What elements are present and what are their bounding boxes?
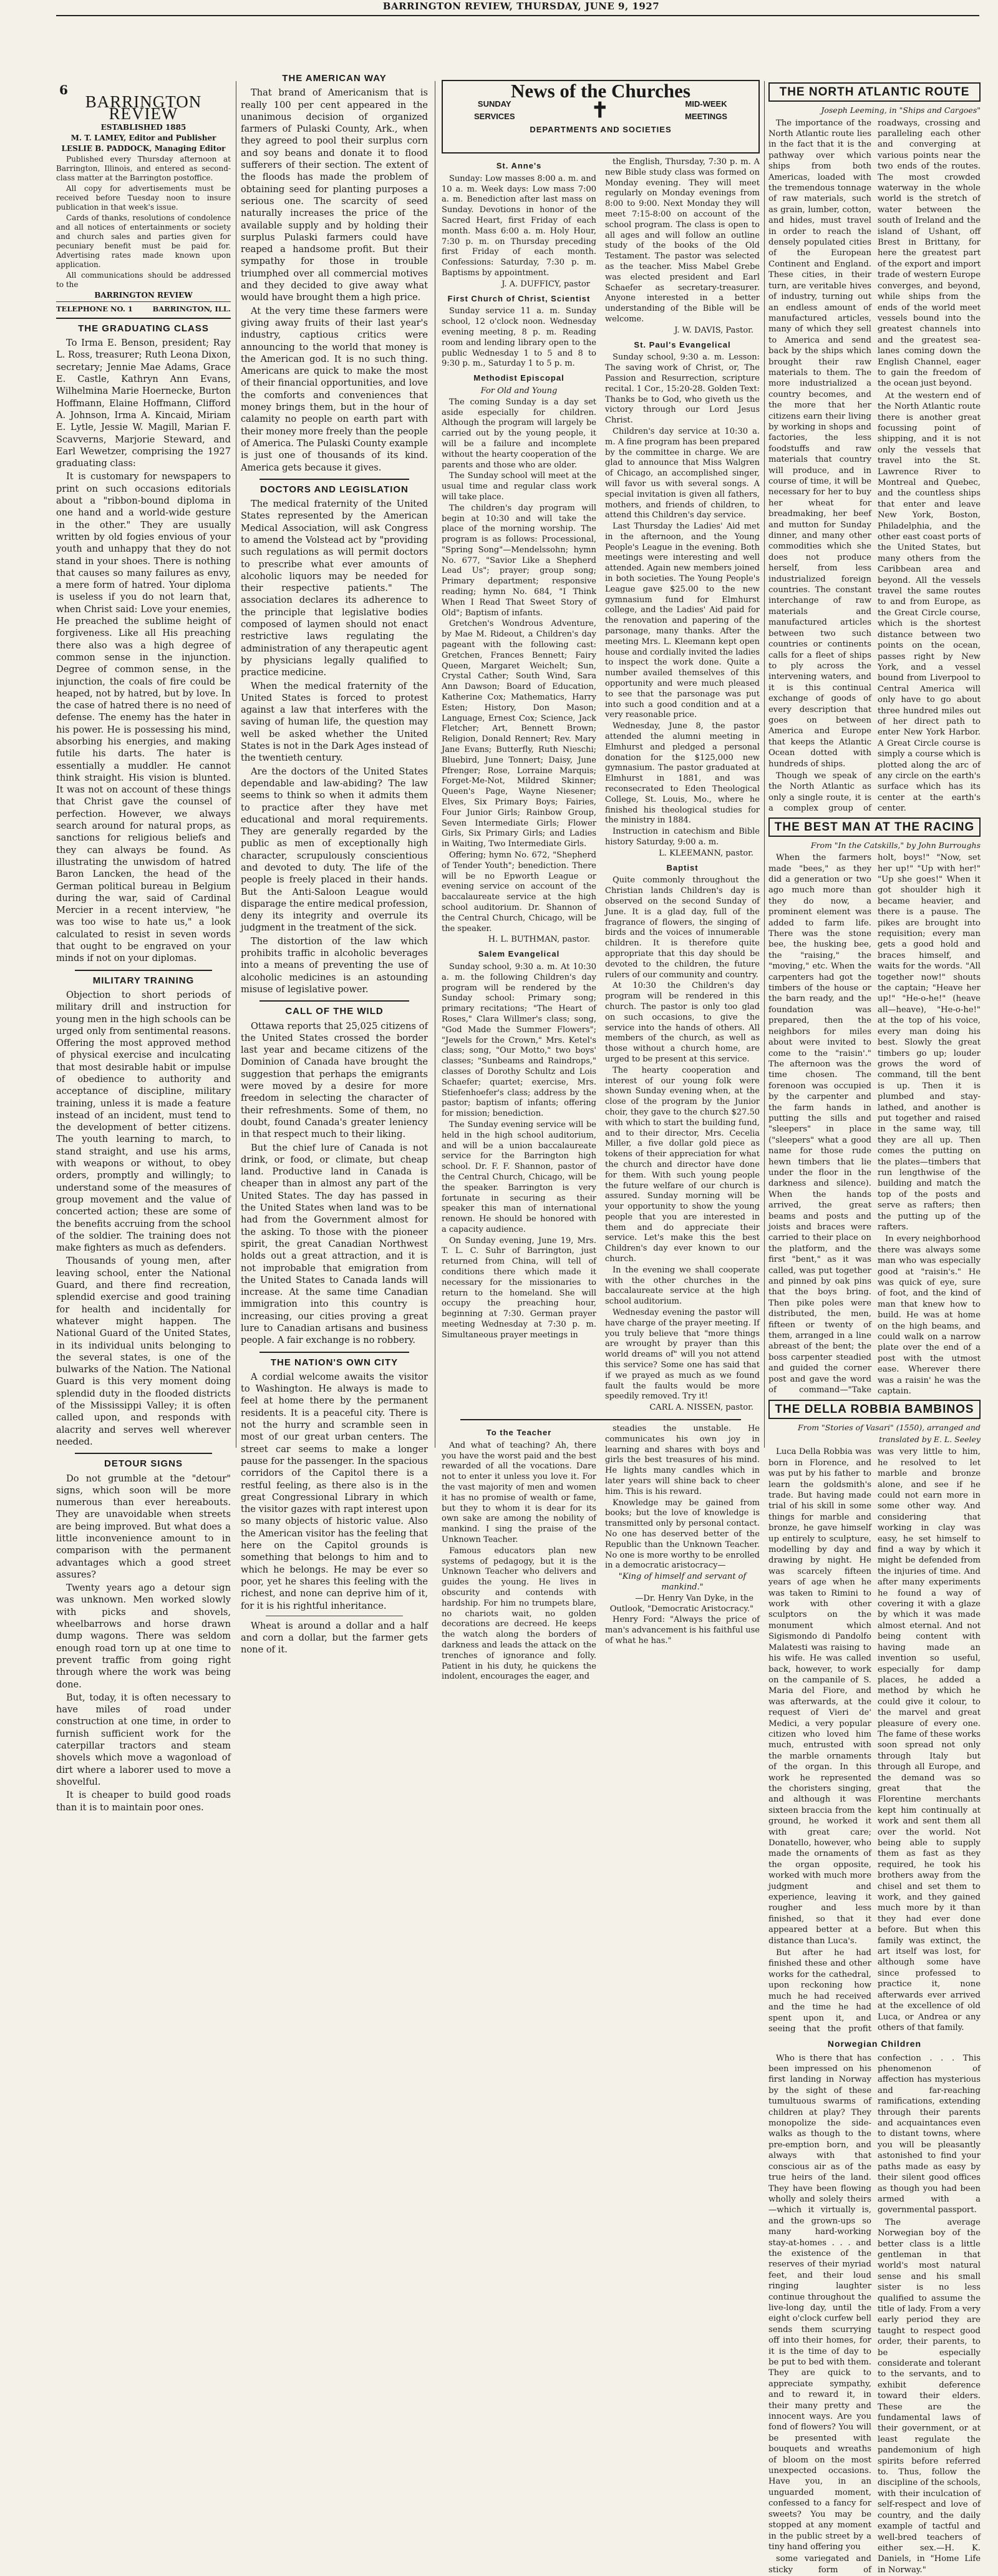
signature: L. KLEEMANN, pastor. [659, 848, 753, 858]
paragraph: Sunday school, 9:30 a. m. Lesson: The saving work of Christ, or, The Passion and Resurrection, scripture recital. 1 Cor., 15:20-28. Golden Text: Thanks be to God, who giveth us the victory through our Lord Jesus Christ. [605, 353, 760, 426]
paragraph: Who is there that has been impressed on his first landing in Norway by the sight of these tumultuous swarms of children at play? They monopolize the side-walks as though to the pre-emption born, and always with that conscious air as of the true heirs of the land. They have been flowing wholly and solely theirs—which it virtually is, and the grown-ups so many hard-working stay-at-homes . . . and the existence of the reserves of their myriad feet, and their loud ringing laughter continue throughout the live-long day, until the eight o'clock curfew bell sends them scurrying off into their homes, for it is the time of day to be put to bed with them. They are quick to appreciate sympathy, and to reward it, in their many pretty and innocent ways. Are you fond of flowers? You will be presented with bouquets and wreaths of bloom on the most unexpected occasions. Have you, in an unguarded moment, confessed to a fancy for sweets? You may be stopped at any moment in the public street by a tiny hand offering you [768, 2053, 871, 2552]
telephone: TELEPHONE NO. 1 [56, 304, 133, 313]
column-features [768, 80, 981, 2575]
paragraph: The hearty cooperation and interest of our young folk were shown Sunday evening when, at the close of the program by the Junior choir, they gave to the church $27.50 with which to start the building fund, and to their director, Mrs. Cecelia Miller, a five dollar gold piece as tokens of their appreciation for what the church and director have done for them. With such young people the future welfare of our church is assured. Sunday morning will be your opportunity to show the young people that you are interested in them and do appreciate their service. Let's make this the best Children's day ever known to our church. [605, 1065, 760, 1264]
paragraph: A cordial welcome awaits the visitor to Washington. He always is made to feel at home there by the permanent residents. It is a peaceful city. There is not the hurry and scramble seen in most of our great urban centers. The street car seems to make a longer pause for the passenger. In the spacious corridors of the Capitol there is a restful feeling, as there also is in the great Congressional Library in which the visitor gazes with rapt interest upon so many objects of historic value. Also the American visitor has the feeling that here on the Capitol grounds is something that belongs to him and to which he belongs. He may be ever so poor, yet he shares this feeling with the richest, and none can deprive him of it, for it is his rightful inheritance. [241, 1371, 428, 1611]
section-rule [75, 1453, 212, 1454]
signature: J. W. DAVIS, Pastor. [674, 325, 753, 335]
della-robbia-body [768, 1447, 981, 2034]
teacher-column-left [442, 1424, 596, 1683]
paper-name: BARRINGTON REVIEW [85, 92, 202, 124]
signature: H. L. BUTHMAN, pastor. [488, 935, 590, 945]
paragraph: Last Thursday the Ladies' Aid met in the afternoon, and the Young People's League in the evening. Both meetings were interesting and well attended. Again new members joined in both societies. The Young People's League gave $25.00 to the new gymnasium fund for Elmhurst college, and the Ladies' Aid paid for the renovation and papering of the parsonage, many thanks. After the meeting Mrs. L. Kleemann kept open house and cordially invited the ladies to inspect the work done. Quite a number availed themselves of this opportunity and were much pleased to see that the parsonage was put into such a good condition and at a very reasonable price. [605, 522, 760, 720]
communications-notice: All communications should be addressed to the [56, 270, 231, 289]
paragraph: Luca Della Robbia was born in Florence, and was put by his father to learn the goldsmith's trade. But having made trial of his skill in some things for marble and bronze, he gave himself up entirely to sculpture, modelling by day and drawing by night. He was scarcely fifteen years of age when he was taken to Rimini to work with other sculptors on the monument which Sigismondo di Pandolfo Malatesti was raising to his wife. He was called back, however, to work on the campanile of S. Maria del Fiore, and was afterwards, at the request of Vieri de' Medici, a very popular citizen who loved him much, entrusted with the marble ornaments of the organ. In this work he represented the choristers singing, and although it was sixteen braccia from the ground, he worked it with great care; Donatello, however, who made the ornaments of the organ opposite, worked with much more judgment and experience, leaving it rougher and less finished, so that it appeared better at a distance than Luca's. [768, 1447, 871, 1946]
nations-city-heading: THE NATION'S OWN CITY [270, 1357, 399, 1368]
norwegian-children-body [768, 2053, 981, 2576]
paragraph: The coming Sunday is a day set aside especially for children. Although the program will largely be carried out by the young people, it will be a failure and incomplete without the hearty cooperation of the parents and those who are older. [442, 397, 596, 470]
section-rule [75, 970, 212, 971]
paragraph: Sunday school, 9:30 a. m. At 10:30 a. m. the following Children's day program will be rendered by the Sunday school: Primary song; primary recitations; "The Heart of Roses," Clara Willmer's class; song, "God Made the Summer Flowers"; "Jewels for the Crown," Mrs. Ketel's class; song, "Our Motto," two boys' classes; "Sunbeams and Raindrops," classes of Dorothy Schultz and Lois Schaefer; quartet; exercise, Mrs. Stiefenhoefer's class; address by the pastor; baptism of infants; offering for mission; benediction. [442, 962, 596, 1119]
paragraph: Though we speak of the North Atlantic as only a single route, it is a complex group of roadways, crossing and paralleling each other and converging at various points near the two ends of the routes. The most crowded waterway in the whole world is the stretch of water between the south of Ireland and the island of Ushant, off Brest in Brittany, for here the greatest part of the export and import trade of western Europe converges, and beyond, while ships from the ends of the world meet vessels bound into the greatest channels into and the greatest sea-lanes coming down the English Channel, eager to gain the freedom of the ocean just beyond. [768, 118, 981, 814]
paragraph: Offering; hymn No. 672, "Shepherd of Tender Youth"; benediction. There will be no Epworth League or evening service on account of the baccalaureate service at the high school auditorium. Dr. Shannon of the Central Church, Chicago, will be the speaker. [442, 851, 596, 934]
meetings-label: MEETINGS [685, 111, 727, 121]
paragraph: To Irma E. Benson, president; Ray L. Ross, treasurer; Ruth Leona Dixon, secretary; Jennie Mae Adams, Grace E. Castle, Kathryn Ann Evans, Wilhelmina Marie Hoernecke, Burton Hoffmann, Elaine Hoffmann, Clifford A. Johnson, Irma A. Kincaid, Miriam E. Lytle, Jessie W. Magill, Marian F. Scavverns, Marjorie Steward, and Earl Wewetzer, comprising the 1927 graduating class: [56, 338, 231, 469]
telephone-row [56, 301, 231, 315]
paragraph: Sunday: Low masses 8:00 a. m. and 10 a. m. Week days: Low mass 7:00 a. m. Benediction after last mass on Sunday. Devotions in honor of the Sacred Heart, first Friday of each month. Mass 6:00 a. m. Holy Hour, 7:30 p. m. on Thursday preceding first Friday of each month. Confessions: Saturday, 7:30 p. m. Baptisms by appointment. [442, 173, 596, 278]
paragraph: Are the doctors of the United States dependable and law-abiding? The law seems to think so when it admits them to practice after they have met educational and moral requirements. They are generally regarded by the public as men of exceptionally high character, scrupulously conscientious and devoted to duty. The life of the people is freely placed in their hands. But the Anti-Saloon League would disparage the entire medical profession, deny its integrity and overrule its judgment in the treatment of the sick. [241, 766, 428, 934]
paragraph: At the western end of the North Atlantic route there is another great focussing point of shipping, and it is not only the vessels that travel into the St. Lawrence River to Montreal and Quebec, and the countless ships that enter and leave New York, Boston, Philadelphia, and the other east coast ports of the United States, but many others from the Caribbean area and beyond. All the vessels travel the same routes to and from Europe, as the Great Circle course, which is the shortest distance between two points on the ocean, passes right by New York, and a vessel bound from Liverpool to Central America will only have to go about three hundred miles out of her direct path to enter New York Harbor. A Great Circle course is simply a course which is plotted along the arc of any circle on the earth's surface which has its center at the earth's center. [878, 391, 981, 814]
services-label: SERVICES [474, 111, 515, 121]
to-the-teacher-heading: To the Teacher [486, 1428, 552, 1438]
cards-notice: Cards of thanks, resolutions of condolence and all notices of entertainments or society and church sales and parties given for pecuniary benefit must be paid for. Advertising rates made known upon application. [56, 213, 231, 269]
departments-label: DEPARTMENTS AND SOCIETIES [530, 124, 672, 134]
paragraph: Children's day service at 10:30 a. m. A fine program has been prepared by the committee in charge. We are glad to announce that Miss Walgren of Chicago, an accomplished singer, will favor us with several songs. A special invitation is given all fathers, mothers, and friends of children, to attend this Children's day service. [605, 426, 760, 520]
paragraph: Instruction in catechism and Bible history Saturday, 9:00 a. m. [605, 827, 760, 847]
section-rule [259, 479, 409, 480]
paragraph: Wednesday evening the pastor will have charge of the prayer meeting. If you truly believe that "more things are wrought by prayer than this world dreams of" will you not attend this service? Some one has said that if we prayed as much as we found fault the faults would be more speedily removed. Try it! [605, 1308, 760, 1402]
paragraph: The Sunday evening service will be held in the high school auditorium, and will be a union baccalaureate service for the Barrington high school. Dr. F. F. Shannon, pastor of the Central Church, Chicago, will be the speaker. Barrington is very fortunate in securing as their speaker this man of international renown. He should be honored with a capacity audience. [442, 1120, 596, 1234]
paragraph: Famous educators plan new systems of pedagogy, but it is the Unknown Teacher who delivers and guides the young. He lives in obscurity and contends with hardship. For him no trumpets blare, no chariots wait, no golden decorations are decreed. He keeps the watch along the borders of darkness and leads the attack on the trenches of ignorance and folly. Patient in his duty, he quickens the indolent, encourages the eager, and [442, 1546, 596, 1682]
paragraph: At 10:30 the Children's day program will be rendered in this church. The pastor is only too glad on such occasions, to give the service into the hands of others. All members of the church, as well as those without a church home, are urged to be present at this service. [605, 981, 760, 1064]
della-robbia-heading: THE DELLA ROBBIA BAMBINOS [768, 1400, 981, 1419]
column-churches [442, 80, 760, 1682]
communications-name: BARRINGTON REVIEW [94, 290, 193, 300]
section-rule [259, 1000, 409, 1002]
paragraph: On Sunday evening, June 19, Mrs. T. L. C. Suhr of Barrington, just returned from China, will tell of conditions there which made it necessary for the missionaries to return to the homeland. She will occupy the preaching hour, beginning at 7:30. German prayer meeting Wednesday at 7:30 p. m. Simultaneous prayer meetings in [442, 1236, 596, 1340]
salem-heading: Salem Evangelical [478, 949, 560, 959]
north-atlantic-heading: THE NORTH ATLANTIC ROUTE [768, 82, 981, 102]
church-column-right [605, 157, 760, 1414]
column-rule [764, 81, 765, 1448]
paragraph: Objection to short periods of military drill and instruction for young men in the high schools can be urged only from sentimental reasons. Offering the most approved method of physical exercise and inculcating that most desirable habit or impulse of obedience to authority and acceptance of discipline, military training, unless it is made a feature instead of an incident, must tend to the development of better citizens. The youth learning to march, to stand straight, and use his arms, with weapons or without, to obey orders, promptly and willingly; to understand some of the measures of group movement and the value of concerted action; these are some of the benefits accruing from the school of the soldier. The training does not make fighters as much as defenders. [56, 989, 231, 1254]
norwegian-children-heading: Norwegian Children [827, 2039, 922, 2049]
section-rule [259, 1352, 409, 1353]
christ-scientist-heading: First Church of Christ, Scientist [447, 293, 591, 303]
page-number-corner: 6 [59, 82, 68, 97]
source-line: From "Stories of Vasari" (1550), arranged and translated by E. L. Seeley [798, 1422, 981, 1445]
editor: M. T. LAMEY, Editor and Publisher [70, 133, 216, 142]
baptist-heading: Baptist [666, 862, 699, 872]
teacher-article [442, 1424, 760, 1683]
paragraph: Wednesday, June 8, the pastor attended the alumni meeting in Elmhurst and pledged a personal donation for the $125,000 new gymnasium. The pastor graduated at Elmhurst in 1881, and was reconsecrated to Eden Theological College, St. Louis, Mo., where he finished his theological studies for the ministry in 1884. [605, 721, 760, 826]
church-column-left [442, 157, 596, 1414]
north-atlantic-body [768, 118, 981, 815]
paragraph: But, today, it is often necessary to have miles of road under construction at one time, in order to furnish sufficient work for the caterpillar tractors and steam shovels which move a wagonload of dirt where a laborer used to move a shovelful. [56, 1692, 231, 1787]
paragraph: Gretchen's Wondrous Adventure, by Mae M. Rideout, a Children's day pageant with the following cast: Gretchen, Frances Bennett; Fairy Queen, Margaret Weichelt; Sun, Crystal Cather; South Wind, Sara Ann Dawson; Board of Education, Katherine Cox; Mathematics, Harry Esten; History, Don Mason; Language, Ernest Cox; Science, Jack Fletcher; Art, Bennett Brown; Religion, Donald Rennert; Rev. Mary Jane Evans; Butterfly, Ruth Nieschi; Bluebird, June Tonnert; Daisy, June Pfrenger; Rose, Lorraine Marquis; Forget-Me-Not, Mildred Skinner; Queen's Page, Wayne Niesener; Elves, Six Primary Boys; Fairies, Four Junior Girls; Rainbow Group, Seven Intermediate Girls; Flower Girls, Six Primary Girls; and Ladies in Waiting, Two Intermediate Girls. [442, 619, 596, 849]
page-header [56, 0, 979, 12]
copy-notice: All copy for advertisements must be received before Tuesday noon to insure publication in that week's issue. [56, 183, 231, 212]
paragraph: Wheat is around a dollar and a half and corn a dollar, but the farmer gets none of it. [241, 1620, 428, 1656]
paragraph: In the evening we shall cooperate with the other churches in the baccalaureate service at the high school auditorium. [605, 1265, 760, 1307]
paragraph: Knowledge may be gained from books; but the love of knowledge is transmitted only by personal contact. No one has deserved better of the Republic than the Unknown Teacher. No one is more worthy to be enrolled in a democratic aristocracy— [605, 1498, 760, 1571]
paragraph: Quite commonly throughout the Christian lands Children's day is observed on the second Sunday of June. It is a glad day, full of the fragrance of flowers, the singing of birds and the voices of innumerable children. It is therefore quite appropriate that this day should be devoted to the children, the future rulers of our community and country. [605, 876, 760, 980]
american-way-heading: THE AMERICAN WAY [282, 73, 387, 84]
managing-editor: LESLIE B. PADDOCK, Managing Editor [61, 144, 226, 153]
paragraph: In every neighborhood there was always some man who was especially good at "raisin's." He was quick of eye, sure of foot, and the kind of man that knew how to build. He was at home on the high beams, and could walk on a narrow plate over the end of a post with the utmost ease. Wherever there was a raisin' he was the captain. [878, 1234, 981, 1397]
teacher-column-right [605, 1424, 760, 1683]
paragraph: The distortion of the law which prohibits traffic in alcoholic beverages into a means of preventing the use of alcoholic medicines is an astounding misuse of legislative power. [241, 935, 428, 995]
paragraph: Do not grumble at the "detour" signs, which soon will be more numerous than ever hereabouts. They are unavoidable when streets are being improved. But what does a little inconvenience amount to in comparison with the permanent advantages which a good street assures? [56, 1473, 231, 1580]
paragraph: That brand of Americanism that is really 100 per cent appeared in the unanimous decision of organized farmers of Pulaski County, Ark., when they agreed to pool their surplus corn and soy beans and donate it to flood sufferers of their section. The extent of the floods has made the problem of obtaining seed for planting purposes a serious one. The scarcity of seed naturally increases the price of the available supply and by holding their surplus Pulaski farmers could have reaped a handsome profit. But their sympathy for those in trouble triumphed over all commercial motives and they decided to give away what would have brought them a high price. [241, 87, 428, 303]
paragraph: It is cheaper to build good roads than it is to maintain poor ones. [56, 1790, 231, 1813]
methodist-subheading: For Old and Young [480, 386, 558, 396]
churches-subrow [474, 98, 727, 122]
st-annes-heading: St. Anne's [496, 161, 542, 170]
best-man-body [768, 852, 981, 1397]
established: ESTABLISHED 1885 [100, 122, 187, 132]
paragraph: The importance of the North Atlantic route lies in the fact that it is the pathway over which ships from both Americas, loaded with the tremendous tonnage of raw materials, such as grain, lumber, cotton, and hides, must travel in order to reach the densely populated cities of the European Continent and England. These cities, in their turn, are veritable hives of industry, turning out an endless amount of manufactured articles, many of which they sell to America and send back by the ships which brought their raw materials to them. The more industrialized a country becomes, and the more that her citizens earn their living by working in shops and factories, the less foodstuffs and raw materials that country will produce, and in course of time, it will be necessary for her to buy her wheat for breadmaking, her beef and mutton for Sunday dinner, and many other commodities which she does not produce herself, from less industrialized foreign countries. The constant interchange of raw materials and manufactured articles between two such countries or continents calls for a fleet of ships to ply across the intervening waters, and it is this continual exchange of goods of every description that goes on between America and Europe that keeps the Atlantic Ocean dotted with hundreds of ships. [768, 118, 871, 769]
military-training-heading: MILITARY TRAINING [92, 975, 195, 986]
paragraph: Ottawa reports that 25,025 citizens of the United States crossed the border last year and became citizens of the Dominion of Canada have brought the suggestion that perhaps the emigrants were moved by a desire for more freedom in selecting the character of their refreshments. Some of them, no doubt, found Canada's greater leniency in that respect much to their liking. [241, 1020, 428, 1140]
paragraph: The Sunday school will meet at the usual time and regular class work will take place. [442, 471, 596, 502]
call-of-the-wild-heading: CALL OF THE WILD [285, 1006, 384, 1017]
signature: J. A. DUFFICY, pastor [501, 279, 590, 289]
publication-notice: Published every Thursday afternoon at Barrington, Illinois, and entered as second-class matter at the Barrington postoffice. [56, 154, 231, 182]
doctors-heading: DOCTORS AND LEGISLATION [260, 484, 409, 495]
paragraph: Twenty years ago a detour sign was unknown. Men worked slowly with picks and shovels, wheelbarrows and horse drawn dump wagons. There was seldom enough road torn up at one time to prevent traffic from going right through where the work was being done. [56, 1583, 231, 1690]
column-opinion [241, 69, 428, 1656]
signature: CARL A. NISSEN, pastor. [649, 1403, 753, 1413]
best-man-heading: THE BEST MAN AT THE RACING [768, 817, 981, 837]
churches-banner [442, 80, 760, 154]
paragraph: When the medical fraternity of the United States is forced to protest against a law that interferes with the saving of human life, the question may well be asked whether the United States is not in the Dark Ages instead of the twentieth century. [241, 680, 428, 764]
quote: "King of himself and servant of mankind." [618, 1572, 747, 1592]
st-pauls-heading: St. Paul's Evangelical [634, 339, 731, 349]
paragraph: When the farmers made "bees," as they did a generation or two ago much more than they do now, a prominent element was added to farm life. There was the stone bee, the husking bee, the "raising," the "moving," etc. When the carpenters had got the timbers of the house or the barn ready, and the foundation was prepared, then the neighbors for miles about were invited to come to the "raisin'." The afternoon was the time chosen. The forenoon was occupied by the carpenter and the farm hands in putting the sills and "sleepers" in place ("sleepers" what a good name for those rude hewn timbers that lie under the floor in the darkness and silence). When the hands arrived, the great beams and posts and joists and braces were carried to their place on the platform, and the first "bent," as it was called, was put together and pinned by oak pins that the boys bring. Then pike poles were distributed, the men, fifteen or twenty of them, arranged in a line abreast of the bent; the boss carpenter steadied and guided the corner post and gave the word of command—"Take holt, boys!" "Now, set her up!" "Up with her!" "Up she goes!" When it got shoulder high it became heavier, and there is a pause. The pikes are brought into requisition; every man gets a good hold and braces himself, and waits for the words. "All together now!" shouts the captain; "Heave her up!" "He-o-he!" (heave all—heave), "He-o-he!" at the top of his voice, every man doing his best. Slowly the great timbers go up; louder grows the word of command, till the bent is up. Then it is plumbed and stay-lathed, and another is put together and raised in the same way, till they are all up. Then comes the putting on the plates—timbers that run lengthwise of the building and match the top of the posts and serve as rafters; then the putting up of the rafters. [768, 853, 981, 1395]
masthead-box [56, 92, 231, 319]
paragraph: But the chief lure of Canada is not drink, or food, or climate, but cheap land. Productive land in Canada is cheaper than in almost any part of the United States. The day has passed in the United States when land was to be had from the Government almost for the asking. To those with the pioneer spirit, the great Canadian Northwest holds out a great attraction, and it is not improbable that emigration from the United States to Canada lands will increase. At the same time Canadian immigration into this country is increasing, our cities proving a great lure to Canadian artisans and business people. A fair exchange is no robbery. [241, 1142, 428, 1346]
midweek-label: MID-WEEK [685, 99, 727, 109]
paragraph: It is customary for newspapers to print on such occasions editorials about a "ribbon-bound diploma in one hand and a world-wide gesture in the other." They are usually written by old fogies envious of your youth and unhappy that they do not stand in your shoes. There is nothing that causes so many failures as envy, a mere form of hatred. Your diploma is useless if you do not learn that, when Christ said: Love your enemies, He preached the sublime height of forgiveness. Like all His preaching there also was a high degree of common sense in the injunction. Degree of common sense, in the injunction, the coals of fire could be heaped, not by hatred, but by love. In the case of hatred there is no need of defense. The enemy has the hater in his power. He is possessing his mind, absorbing his energies, and making futile his darts. The hater is essentially a muddler. He cannot think straight. His vision is blunted. It was not on account of these things that Christ gave the counsel of perfection. However, we always search around for natural props, as sanctions for religious beliefs and they can always be found. As illustrating the unwisdom of hatred Baron Lancken, the head of the German political bureau in Belgium during the war, said of Cardinal Mercier in a recent interview, "he was too wise to hate us," a look calculated to resist in seven words that ought to be engraved on your minds if not on your diplomas. [56, 471, 231, 964]
sunday-label: SUNDAY [477, 99, 511, 109]
paragraph: The average Norwegian boy of the better class is a little gentleman in that world's most natural sense and his small sister is no less qualified to assume the title of lady. From a very early period they are taught to respect good order, their parents, to be especially considerate and tolerant to the servants, and to exhibit deference toward their elders. These are the fundamental laws of their government, or at least regulate the pandemonium of high spirits before referred to. Thus, follow the discipline of the schools, with their inculcation of self-respect and love of country, and the daily example of tactful and well-bred teachers of either sex.—H. K. Daniels, in "Home Life in Norway." [878, 2217, 981, 2575]
paragraph: But after he had finished these and other works for the cathedral, upon reckoning how much he had received and the time he had spent upon it, and seeing that the profit was very little to him, he resolved to let marble and bronze alone, and see if he could not earn more in some other way. And considering that working in clay was easy, he set himself to find a way by which it might be defended from the injuries of time. And after many experiments he found a way of covering it with a glaze by which it was made almost eternal. And not being content with having made an invention so useful, especially for damp places, he added a method by which he could give it colour, to the marvel and great pleasure of every one. The fame of these works soon spread not only through Italy but through all Europe, and the demand was so great that the Florentine merchants kept him continually at work and sent them all over the world. Not being able to supply them as fast as they required, he took his brothers away from the chisel and set them to work, and they gained much more by it than they had ever done before. But when this family was extinct, the art itself was lost, for although some have since professed to practice it, none afterwards ever arrived at the excellence of old Luca, or Andrea or any others of that family. [768, 1447, 981, 2034]
paragraph: the English, Thursday, 7:30 p. m. A new Bible study class was formed on Monday evening. They will meet regularly on Monday evenings from 8:00 to 9:00. Next Monday they will meet 7:15-8:00 on account of the school program. The class is open to all ages and will follow an outline study of the books of the Old Testament. The pastor was selected as the teacher. Miss Mabel Grebe was elected president and Earl Schaefer as secretary-treasurer. Anyone interested in a better understanding of the Bible will be welcome. [605, 157, 760, 324]
section-rule [460, 1419, 741, 1420]
city: BARRINGTON, ILL. [152, 304, 231, 313]
column-editorial [56, 92, 231, 1813]
paragraph: The medical fraternity of the United States represented by the American Medical Association, will ask Congress to amend the Volstead act by "providing such regulations as will permit doctors to prescribe what ever amounts of alcoholic liquors may be needed for their respective patients." The association declares its adherence to the principle that legislative bodies composed of laymen should not enact restrictive laws regulating the administration of any therapeutic agent by physicians legally qualified to practice medicine. [241, 499, 428, 678]
graduating-class-heading: THE GRADUATING CLASS [78, 323, 209, 334]
paragraph: And what of teaching? Ah, there you have the worst paid and the best rewarded of all the vocations. Dare not to enter it unless you love it. For the vast majority of men and women it has no promise of wealth or fame, but they to whom it is dear for its own sake are among the nobility of mankind. I sing the praise of the Unknown Teacher. [442, 1440, 596, 1544]
header-banner: BARRINGTON REVIEW, THURSDAY, JUNE 9, 1927 [382, 1, 660, 12]
paragraph: At the very time these farmers were giving away fruits of their last year's industry, captious critics were announcing to the world that money is the American god. It is no such thing. Americans are quick to make the most of their financial opportunities, and love the comforts and conveniences that money brings them, but in the hour of calamity no people on earth part with their money more freely than the people of America. The Pulaski County example is just one of thousands of its kind. America gets because it gives. [241, 305, 428, 473]
detour-signs-heading: DETOUR SIGNS [104, 1458, 183, 1470]
paragraph: Sunday service 11 a. m. Sunday school, 12 o'clock noon. Wednesday evening meeting, 8 p. m. Reading room and lending library open to the public Wednesday 1 to 5 and 8 to 9:30 p. m., Saturday 1 to 5 p. m. [442, 306, 596, 369]
methodist-heading: Methodist Episcopal [473, 373, 564, 383]
source-line: From "In the Catskills," by John Burroughs [810, 840, 981, 850]
signature: —Dr. Henry Van Dyke, in the Outlook, "Democratic Aristocracy." [609, 1593, 753, 1614]
paragraph: some variegated and sticky form of confection . . . This phenomenon of affection has mysterious and far-reaching ramifications, extending through their parents and acquaintances even to distant towns, where you will be pleasantly astonished to find your paths made as easy by their silent good offices as though you had been armed with a governmental passport. [768, 2053, 981, 2575]
source-line: Joseph Leeming, in "Ships and Cargoes" [821, 105, 981, 115]
ford-quote: Henry Ford: "Always the price of man's advancement is his faithful use of what he has." [605, 1615, 760, 1646]
paragraph: The children's day program will begin at 10:30 and will take the place of the morning worship. The program is as follows: Processional, "Spring Song"—Mendelssohn; hymn No. 677, "Savior Like a Shepherd Lead Us"; prayer; group song; Primary department; responsive reading; hymn No. 684, "I Think When I Read That Sweet Story of Old"; Baptism of infants. [442, 503, 596, 618]
paragraph: Thousands of young men, after leaving school, enter the National Guard, and there find recreation, splendid exercise and good training for health and incidentally for whatever might happen. The National Guard of the United States, in its individual units belonging to the several states, is one of the bulwarks of the Nation. The National Guard is this very moment doing splendid duty in the flooded districts of the Mississippi Valley; it is often called upon, and responds with alacrity and serves well wherever needed. [56, 1256, 231, 1447]
churches-title: News of the Churches [511, 80, 690, 102]
header-rule [56, 15, 979, 16]
paragraph: steadies the unstable. He communicates his own joy in learning and shares with boys and girls the best treasures of his mind. He lights many candles which in later years will shine back to cheer him. This is his reward. [605, 1424, 760, 1496]
church-listings [442, 157, 760, 1414]
cross-icon: ✝ [591, 98, 609, 122]
